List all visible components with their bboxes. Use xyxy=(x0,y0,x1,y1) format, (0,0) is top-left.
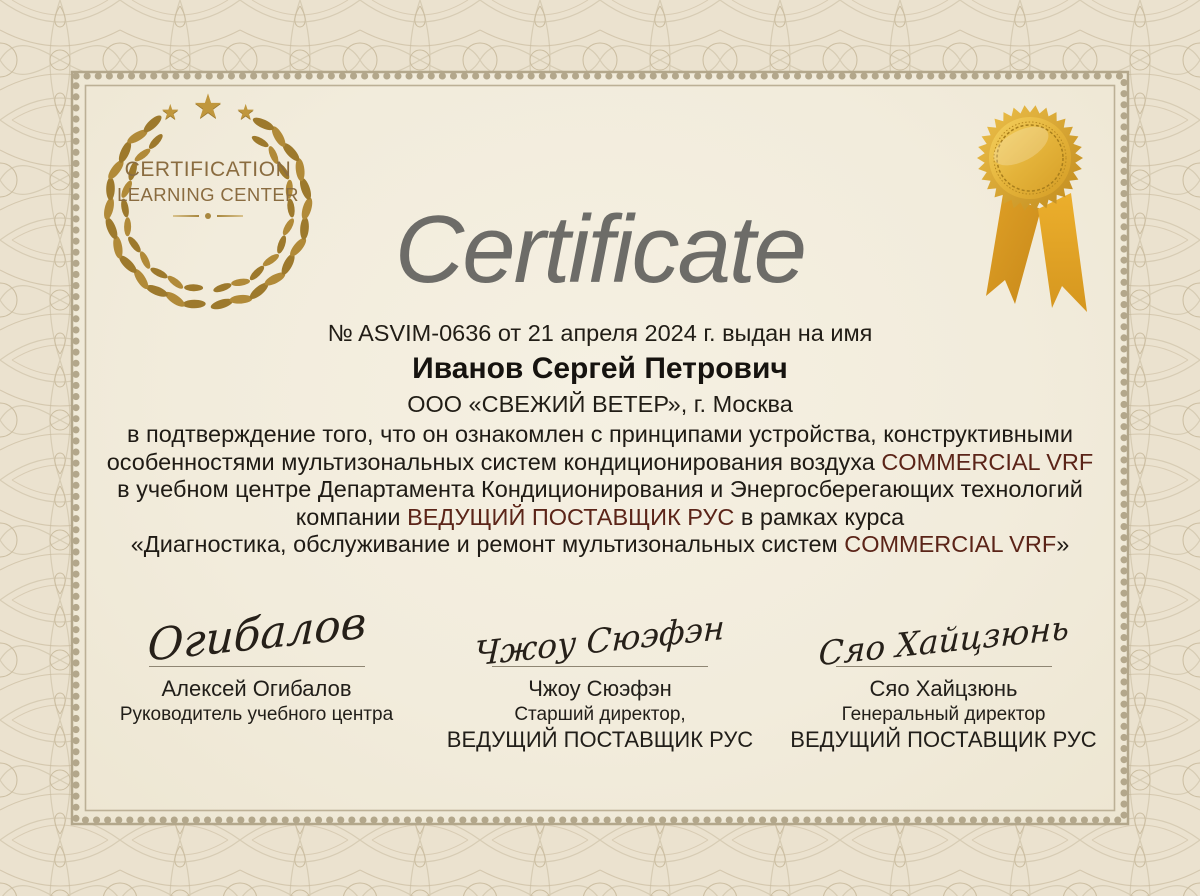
body-line-3: в учебном центре Департамента Кондиционирования и Энергосберегающих технологий xyxy=(117,476,1083,503)
handwritten-signature: Огибалов xyxy=(146,597,367,672)
body-line-4: компании ВЕДУЩИЙ ПОСТАВЩИК РУС в рамках курса xyxy=(295,503,905,530)
signature-block-senior-director xyxy=(429,572,772,753)
recipient-company: ООО «СВЕЖИЙ ВЕТЕР», г. Москва xyxy=(407,391,793,417)
logo-line2: LEARNING CENTER xyxy=(117,184,299,205)
logo-stars-row xyxy=(78,88,338,126)
signatures-row xyxy=(85,572,1115,753)
highlight-commercial-vrf: COMMERCIAL VRF xyxy=(844,531,1057,558)
handwritten-signature: Сяо Хайцзюнь xyxy=(817,607,1070,674)
signatory-company: ВЕДУЩИЙ ПОСТАВЩИК РУС xyxy=(790,727,1097,752)
certificate-body xyxy=(85,421,1115,559)
body-line-2: особенностями мультизональных систем кондиционирования воздуха COMMERCIAL VRF xyxy=(106,448,1094,475)
signatory-company: ВЕДУЩИЙ ПОСТАВЩИК РУС xyxy=(446,727,754,752)
star-icon: ★ xyxy=(160,100,180,124)
star-icon: ★ xyxy=(236,100,256,124)
signature-block-general-director xyxy=(772,572,1115,753)
issue-line: № ASVIM-0636 от 21 апреля 2024 г. выдан на имя xyxy=(327,320,873,346)
handwritten-signature: Чжоу Сюэфэн xyxy=(474,607,726,674)
signatory-role: Руководитель учебного центра xyxy=(119,704,394,725)
highlight-commercial-vrf: COMMERCIAL VRF xyxy=(881,448,1094,475)
signatory-name: Сяо Хайцзюнь xyxy=(869,676,1018,701)
certificate-title: Certificate xyxy=(394,196,806,303)
highlight-company: ВЕДУЩИЙ ПОСТАВЩИК РУС xyxy=(407,503,735,530)
body-line-5: «Диагностика, обслуживание и ремонт мультизональных систем COMMERCIAL VRF» xyxy=(130,531,1070,558)
signatory-role: Генеральный директор xyxy=(841,704,1046,725)
signature-block-head-of-center xyxy=(85,572,428,753)
logo-line1: CERTIFICATION xyxy=(124,158,292,181)
star-icon: ★ xyxy=(192,88,224,126)
signatory-name: Алексей Огибалов xyxy=(161,676,352,701)
signatory-role: Старший директор, xyxy=(514,704,686,725)
body-line-1: в подтверждение того, что он ознакомлен с принципами устройства, конструктивными xyxy=(127,421,1073,447)
recipient-name: Иванов Сергей Петрович xyxy=(412,352,788,385)
signatory-name: Чжоу Сюэфэн xyxy=(528,676,672,701)
